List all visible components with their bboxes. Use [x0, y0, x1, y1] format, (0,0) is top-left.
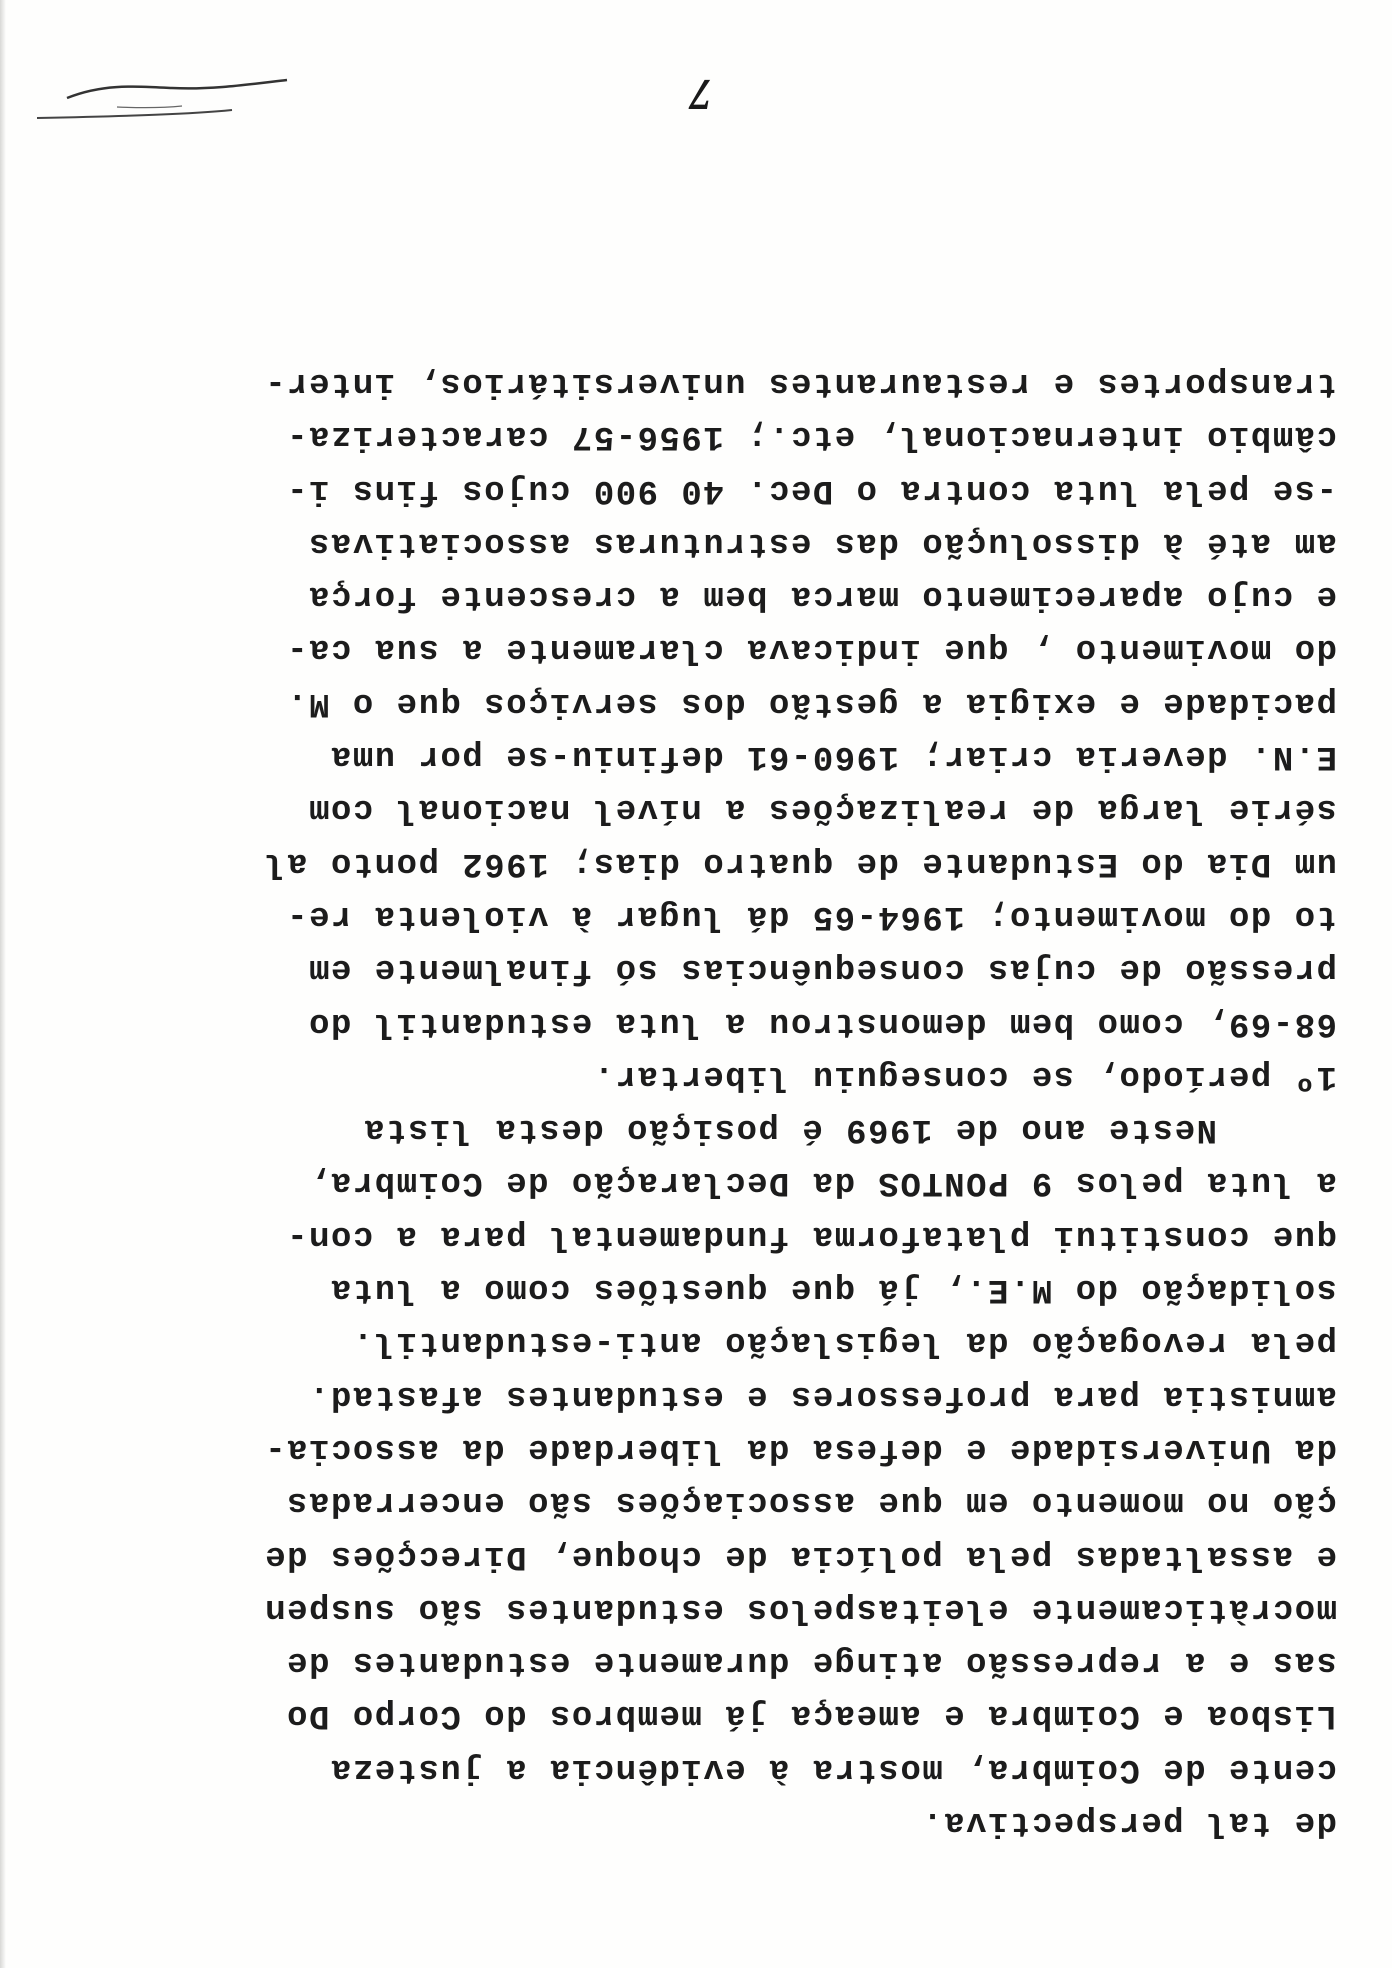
text-line: -se pela luta contra o Dec. 40 900 cujos fins i-	[285, 470, 1337, 509]
text-line: to do movimento; 1964-65 dá lugar à violenta re-	[285, 896, 1337, 935]
text-line: pressão de cujas consequências só finalmente em	[307, 950, 1337, 989]
text-line: um Dia do Estudante de quatro dias; 1962 ponto al	[263, 843, 1337, 882]
text-line: 68-69, como bem demonstrou a luta estudantil do	[307, 1003, 1337, 1042]
text-line: série larga de realizações a nível nacional com	[307, 790, 1337, 829]
text-line: pacidade e exigia a gestão dos serviços que o M.	[285, 683, 1337, 722]
text-line: am até à dissolução das estruturas associativas	[307, 523, 1337, 562]
text-line: pela revogação da legislação anti-estudantil.	[351, 1323, 1337, 1362]
text-line: E.N. deveria criar; 1960-61 definiu-se por uma	[329, 737, 1337, 776]
text-line: a luta pelos 9 PONTOS da Declaração de Coimbra,	[307, 1163, 1337, 1202]
text-line: cente de Coimbra, mostra à evidência a justeza	[329, 1749, 1337, 1788]
text-line: 1º período, se conseguiu libertar.	[592, 1056, 1337, 1095]
text-line: solidação do M.E., já que questões como a luta	[329, 1270, 1337, 1309]
text-line: transportes e restaurantes universitários, inter-	[263, 363, 1337, 402]
text-line: ção no momento em que associações são encerradas	[285, 1483, 1337, 1522]
text-line: que constitui plataforma fundamental para a con-	[285, 1216, 1337, 1255]
text-line: sas e a repressão atinge duramente estudantes de	[285, 1643, 1337, 1682]
text-line: Lisboa e Coimbra e ameaça já membros do Corpo Do	[285, 1696, 1337, 1735]
text-line: amnistia para professores e estudantes afastad.	[307, 1376, 1337, 1415]
text-line: de tal perspectiva.	[920, 1803, 1337, 1841]
pen-stroke-mark	[32, 68, 292, 128]
text-line: e cujo aparecimento marca bem a crescente força	[307, 577, 1337, 616]
text-line: da Universidade e defesa da liberdade da associa-	[263, 1429, 1337, 1468]
text-line: do movimento , que indicava claramente a sua ca-	[285, 630, 1337, 669]
text-line: mocràticamente eleitaspelos estudantes são suspen	[263, 1589, 1337, 1628]
text-line: Neste ano de 1969 é posição desta lista	[362, 1110, 1217, 1149]
text-line: e assaltadas pela polícia de choque, Direcções de	[263, 1536, 1337, 1575]
page-number: 7	[690, 70, 712, 119]
body-text	[77, 356, 1337, 1848]
text-line: câmbio internacional, etc.; 1956-57 caracteriza-	[285, 417, 1337, 456]
